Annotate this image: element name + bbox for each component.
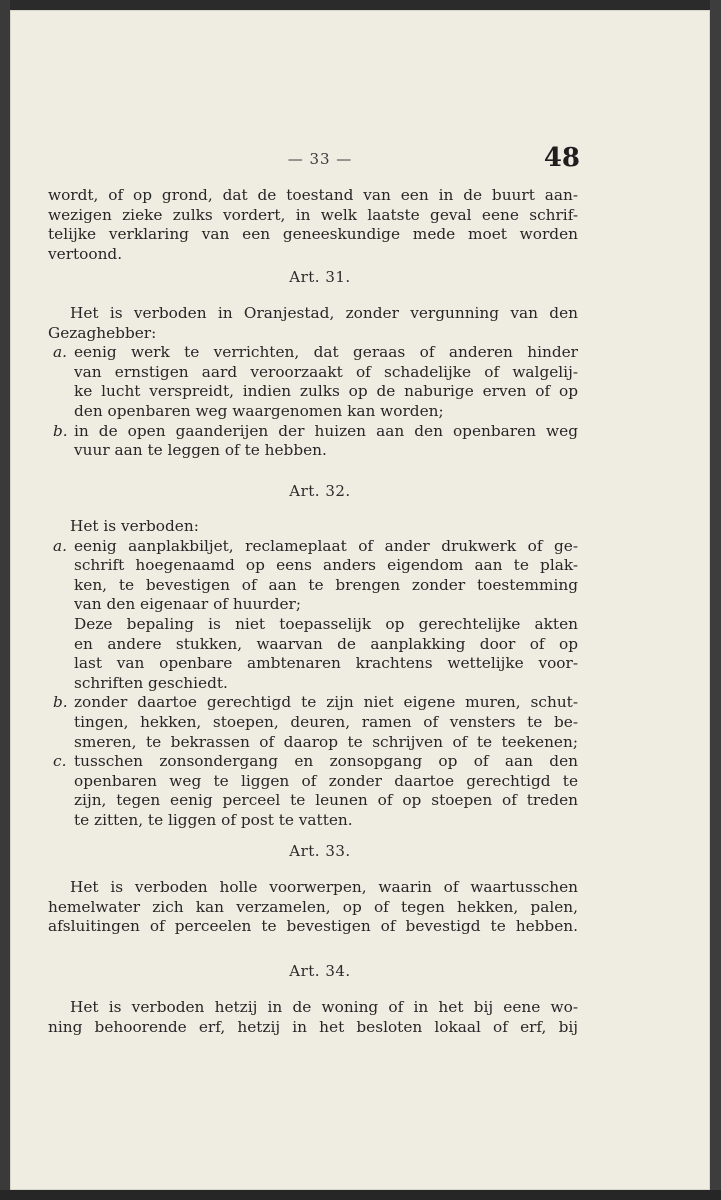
list-marker: a.: [53, 536, 67, 555]
text-line: hemelwater zich kan verzamelen, op of tegen hekken, palen,: [48, 897, 578, 916]
page-center-number: — 33 —: [287, 150, 353, 168]
scan-bottom-edge: [0, 1190, 721, 1200]
list-item: [48, 422, 578, 461]
text-line: ning behoorende erf, hetzij in het besloten lokaal of erf, bij: [48, 1017, 578, 1036]
text-line: smeren, te bekrassen of daarop te schrijven of te teekenen;: [74, 732, 578, 751]
text-line: afsluitingen of perceelen te bevestigen of bevestigd te hebben.: [48, 917, 578, 936]
text-line: wezigen zieke zulks vordert, in welk laatste geval eene schrif-: [48, 205, 578, 224]
text-line: last van openbare ambtenaren krachtens wettelijke voor-: [74, 654, 578, 673]
text-line: ke lucht verspreidt, indien zulks op de naburige erven of op: [74, 382, 578, 401]
list-marker: b.: [53, 693, 68, 712]
text-line: in de open gaanderijen der huizen aan den openbaren weg: [74, 421, 578, 440]
text-line: schriften geschiedt.: [74, 673, 228, 692]
text-line: Het is verboden holle voorwerpen, waarin of waartusschen: [70, 878, 578, 896]
text-line: tingen, hekken, stoepen, deuren, ramen of vensters te be-: [74, 712, 578, 731]
text-line: Het is verboden in Oranjestad, zonder vergunning van den: [70, 304, 578, 322]
text-line: Deze bepaling is niet toepasselijk op gerechtelijke akten: [74, 614, 578, 633]
text-line: van den eigenaar of huurder;: [74, 595, 302, 614]
list-item: [48, 693, 578, 752]
article-heading-31: Art. 31.: [289, 268, 351, 286]
text-line: ken, te bevestigen of aan te brengen zonder toestemming: [74, 575, 578, 594]
text-line: wordt, of op grond, dat de toestand van een in de buurt aan-: [48, 186, 578, 204]
list-item: [48, 537, 578, 694]
article-33-body: [48, 878, 578, 937]
article-heading-33: Art. 33.: [289, 842, 351, 860]
text-line: van ernstigen aard veroorzaakt of schadelijke of walgelij-: [74, 362, 578, 381]
article-heading-34: Art. 34.: [289, 962, 351, 980]
list-marker: a.: [53, 343, 67, 362]
text-line: Het is verboden hetzij in de woning of in het bij eene wo-: [70, 998, 578, 1016]
text-line: tusschen zonsondergang en zonsopgang op of aan den: [74, 752, 578, 771]
article-32-body: [48, 517, 578, 831]
article-heading-32: Art. 32.: [289, 482, 351, 500]
text-line: zijn, tegen eenig perceel te leunen of op stoepen of treden: [74, 791, 578, 810]
list-item: [48, 752, 578, 830]
text-line: eenig werk te verrichten, dat geraas of anderen hinder: [74, 343, 578, 362]
text-line: den openbaren weg waargenomen kan worden;: [74, 401, 444, 420]
text-line: eenig aanplakbiljet, reclameplaat of ander drukwerk of ge-: [74, 536, 578, 555]
list-item: [48, 343, 578, 421]
text-line: te zitten, te liggen of post te vatten.: [74, 810, 353, 829]
intro-paragraph: [48, 186, 578, 264]
text-line: schrift hoegenaamd op eens anders eigendom aan te plak-: [74, 556, 578, 575]
scan-right-edge: [710, 0, 721, 1200]
text-line: zonder daartoe gerechtigd te zijn niet eigene muren, schut-: [74, 693, 578, 712]
text-line: openbaren weg te liggen of zonder daartoe gerechtigd te: [74, 771, 578, 790]
page-number: 48: [543, 143, 580, 173]
list-marker: c.: [53, 752, 67, 771]
document-page: [10, 10, 710, 1190]
text-line: telijke verklaring van een geneeskundige mede moet worden: [48, 225, 578, 244]
article-31-body: [48, 304, 578, 461]
scan-left-edge: [0, 0, 10, 1200]
text-line: en andere stukken, waarvan de aanplakking door of op: [74, 634, 578, 653]
article-34-body: [48, 998, 578, 1037]
text-line: Het is verboden:: [70, 517, 199, 535]
list-marker: b.: [53, 421, 68, 440]
text-line: vuur aan te leggen of te hebben.: [74, 441, 327, 460]
text-line: Gezaghebber:: [48, 323, 157, 342]
text-line: vertoond.: [48, 244, 123, 263]
